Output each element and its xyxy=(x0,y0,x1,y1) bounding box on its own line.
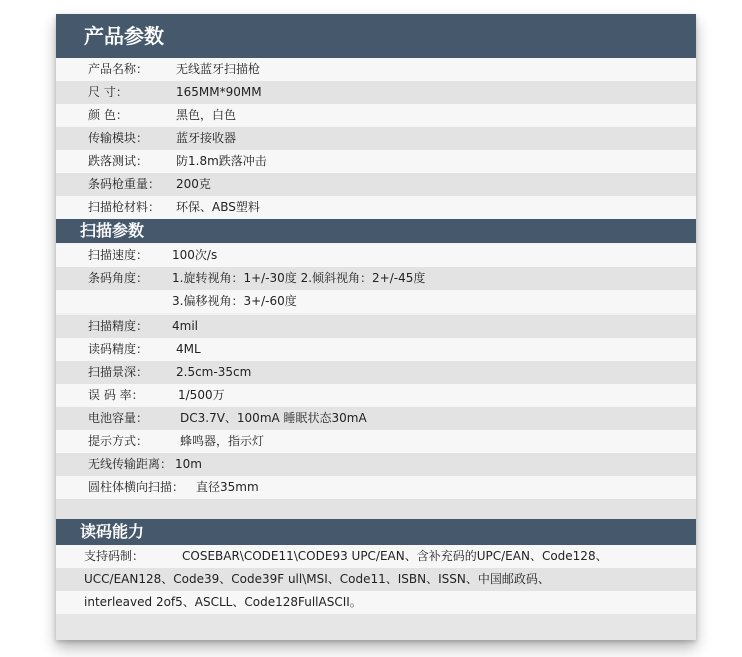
spec-row xyxy=(56,430,696,453)
spec-row xyxy=(56,127,696,150)
section-header-product xyxy=(56,14,696,58)
spec-row xyxy=(56,407,696,430)
spec-label: 产品名称： xyxy=(88,62,149,76)
spec-value: 2.5cm-35cm xyxy=(176,365,252,379)
spec-value: 100次/s xyxy=(172,248,218,262)
spec-value: 4ML xyxy=(176,342,201,356)
spec-row xyxy=(56,384,696,407)
spec-label: 传输模块： xyxy=(88,131,149,145)
spec-row xyxy=(56,150,696,173)
spec-value: 165MM*90MM xyxy=(176,85,262,99)
spacer-row xyxy=(56,499,696,519)
spec-row xyxy=(56,338,696,361)
section-title: 产品参数 xyxy=(84,24,164,48)
spec-value: 10m xyxy=(175,457,202,471)
spec-row xyxy=(56,267,696,290)
spec-label: 颜 色： xyxy=(88,108,128,122)
card-footer xyxy=(56,614,696,640)
spec-value: 无线蓝牙扫描枪 xyxy=(176,62,261,76)
section-header-read xyxy=(56,519,696,545)
spec-value: 蓝牙接收器 xyxy=(176,131,237,145)
spec-row xyxy=(56,244,696,267)
spec-value: 200克 xyxy=(176,177,211,191)
spec-row xyxy=(56,173,696,196)
spec-label: 跌落测试： xyxy=(88,154,149,168)
section-title: 读码能力 xyxy=(80,522,145,541)
spec-row xyxy=(56,591,696,614)
spec-value: 1/500万 xyxy=(178,388,225,402)
spec-row xyxy=(56,81,696,104)
spec-row xyxy=(56,453,696,476)
spec-value: 蜂鸣器，指示灯 xyxy=(180,434,265,448)
spec-row xyxy=(56,315,696,338)
spec-label: 电池容量： xyxy=(88,411,149,425)
spec-label: 无线传输距离： xyxy=(88,457,173,471)
spec-label: 支持码制： xyxy=(84,549,145,563)
spec-value: 黑色，白色 xyxy=(176,108,237,122)
spec-label: 误 码 率： xyxy=(88,388,144,402)
spec-value: 直径35mm xyxy=(196,480,259,494)
spec-row xyxy=(56,104,696,127)
spec-value: UCC/EAN128、Code39、Code39F ull\MSI、Code11、ISBN、ISSN、中国邮政码、 xyxy=(84,572,550,586)
spec-label: 条码枪重量： xyxy=(88,177,161,191)
spec-label: 扫描枪材料： xyxy=(88,200,161,214)
spec-row xyxy=(56,58,696,81)
spec-value: COSEBAR\CODE11\CODE93 UPC/EAN、含补充码的UPC/EAN、Code128、 xyxy=(182,549,608,563)
section-title: 扫描参数 xyxy=(80,221,145,240)
spec-row xyxy=(56,545,696,568)
spec-value: 3.偏移视角：3+/-60度 xyxy=(172,294,297,308)
spec-value: 1.旋转视角：1+/-30度 2.倾斜视角：2+/-45度 xyxy=(172,271,426,285)
spec-label: 圆柱体横向扫描： xyxy=(88,480,185,494)
spec-label: 读码精度： xyxy=(88,342,149,356)
spec-label: 条码角度： xyxy=(88,271,149,285)
spec-label: 扫描景深： xyxy=(88,365,149,379)
spec-label: 扫描精度： xyxy=(88,319,149,333)
spec-row xyxy=(56,476,696,499)
spec-value: 防1.8m跌落冲击 xyxy=(176,154,267,168)
spec-label: 提示方式： xyxy=(88,434,149,448)
spec-row xyxy=(56,290,696,313)
spec-label: 扫描速度： xyxy=(88,248,149,262)
spec-value: 环保、ABS塑料 xyxy=(176,200,260,214)
section-header-scan xyxy=(56,219,696,243)
spec-value: interleaved 2of5、ASCLL、Code128FullASCII。 xyxy=(84,595,362,609)
spec-label: 尺 寸： xyxy=(88,85,128,99)
spec-value: DC3.7V、100mA 睡眠状态30mA xyxy=(180,411,367,425)
spec-row xyxy=(56,196,696,219)
spec-card xyxy=(56,14,696,640)
spec-row xyxy=(56,361,696,384)
spec-value: 4mil xyxy=(172,319,198,333)
spec-row xyxy=(56,568,696,591)
